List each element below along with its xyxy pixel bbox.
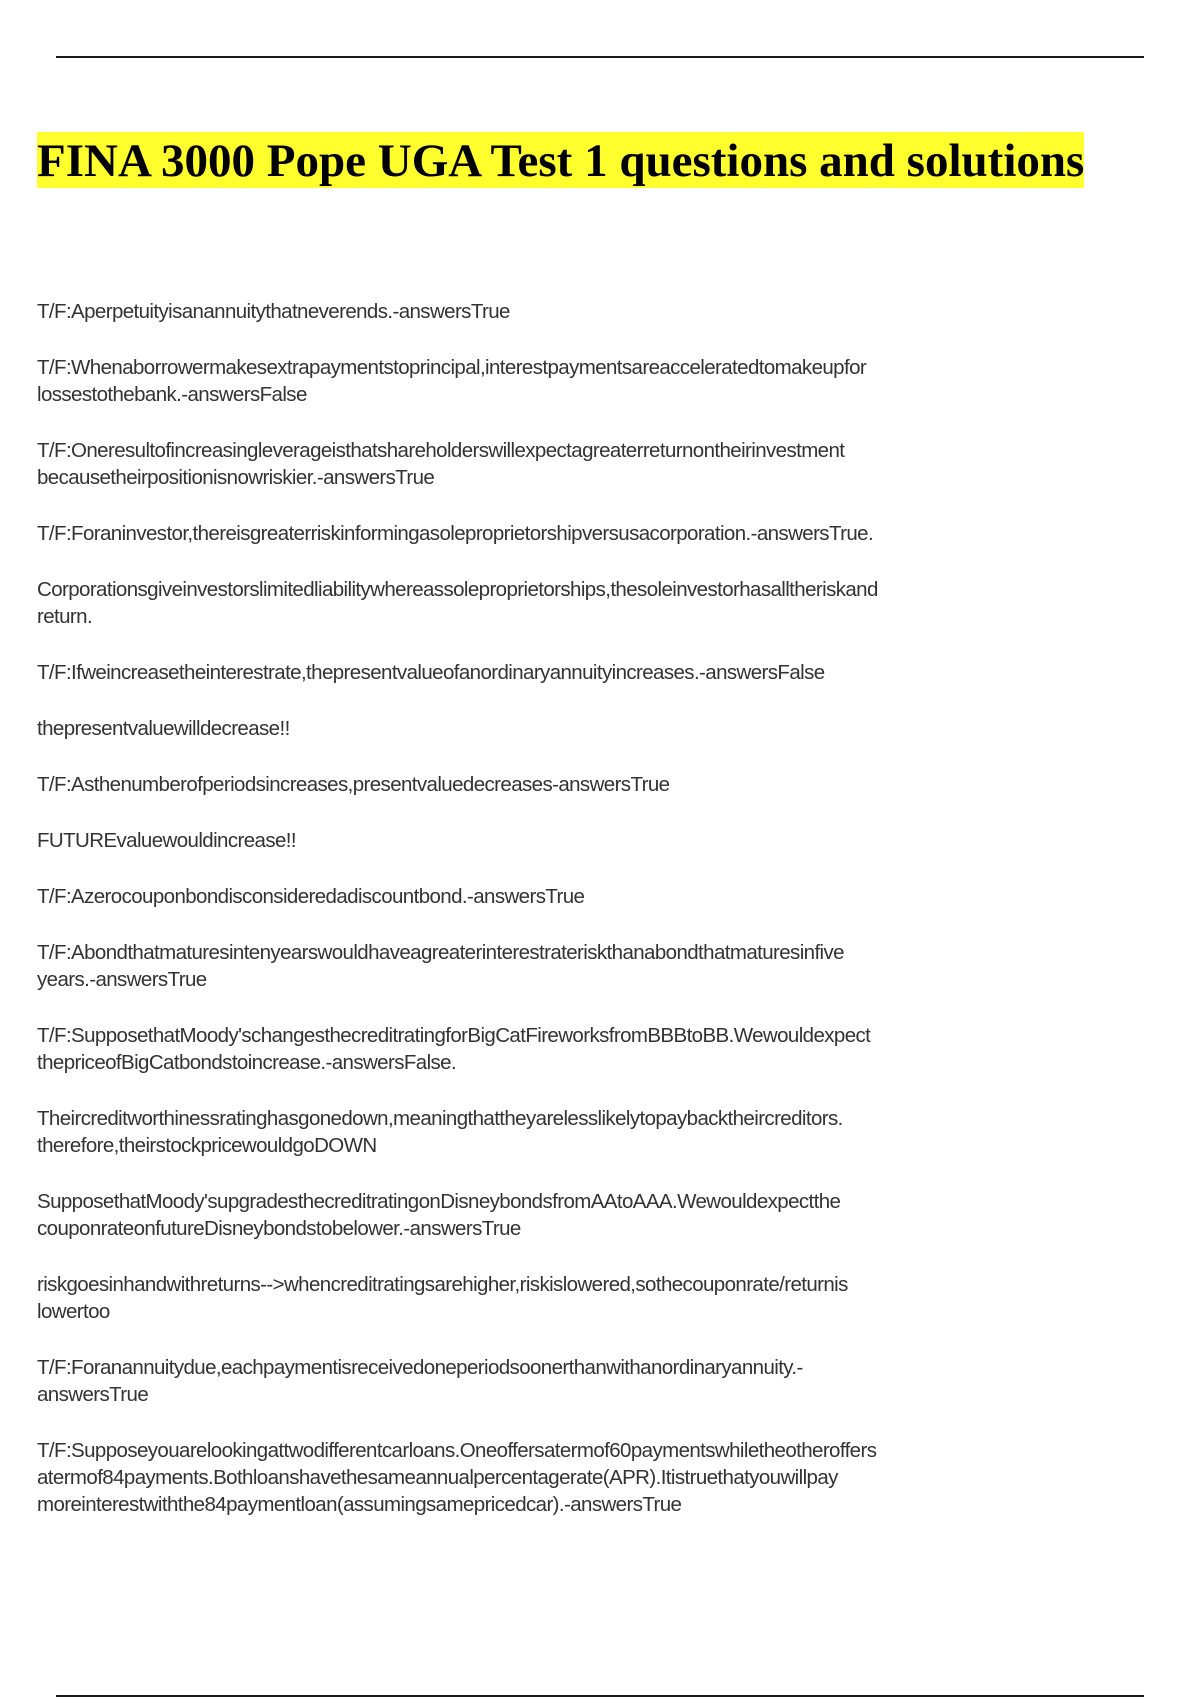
qa-paragraph bbox=[37, 1188, 1137, 1242]
qa-paragraph bbox=[37, 520, 1137, 547]
qa-paragraph bbox=[37, 354, 1137, 408]
qa-paragraph bbox=[37, 659, 1137, 686]
paragraph-line: lowertoo bbox=[37, 1300, 110, 1323]
qa-paragraph bbox=[37, 1105, 1137, 1159]
qa-paragraph bbox=[37, 771, 1137, 798]
qa-paragraph bbox=[37, 1271, 1137, 1325]
paragraph-line: T/F:Supposeyouarelookingattwodifferentcarloans.Oneoffersatermof60paymentswhiletheotheroffers bbox=[37, 1439, 877, 1462]
paragraph-line: SupposethatMoody'supgradesthecreditratingonDisneybondsfromAAtoAAA.Wewouldexpectthe bbox=[37, 1190, 841, 1213]
document-body bbox=[37, 298, 1137, 1547]
paragraph-line: Corporationsgiveinvestorslimitedliabilitywhereassoleproprietorships,thesoleinvestorhasalltheriskand bbox=[37, 578, 878, 601]
document-title: FINA 3000 Pope UGA Test 1 questions and solutions bbox=[37, 132, 1084, 188]
paragraph-line: years.-answersTrue bbox=[37, 968, 207, 991]
qa-paragraph bbox=[37, 1022, 1137, 1076]
paragraph-line: atermof84payments.Bothloanshavethesameannualpercentagerate(APR).Itistruethatyouwillpay bbox=[37, 1466, 838, 1489]
top-rule bbox=[56, 56, 1144, 58]
paragraph-line: riskgoesinhandwithreturns-->whencreditratingsarehigher,riskislowered,sothecouponrate/returnis bbox=[37, 1273, 848, 1296]
paragraph-line: T/F:SupposethatMoody'schangesthecreditratingforBigCatFireworksfromBBBtoBB.Wewouldexpect bbox=[37, 1024, 871, 1047]
paragraph-line: T/F:Azerocouponbondisconsideredadiscountbond.-answersTrue bbox=[37, 885, 585, 908]
paragraph-line: T/F:Foranannuitydue,eachpaymentisreceivedoneperiodsoonerthanwithanordinaryannuity.- bbox=[37, 1356, 803, 1379]
paragraph-line: T/F:Foraninvestor,thereisgreaterriskinformingasoleproprietorshipversusacorporation.-answersTrue. bbox=[37, 522, 874, 545]
qa-paragraph bbox=[37, 437, 1137, 491]
paragraph-line: T/F:Asthenumberofperiodsincreases,presentvaluedecreases-answersTrue bbox=[37, 773, 670, 796]
paragraph-line: T/F:Oneresultofincreasingleverageisthatshareholderswillexpectagreaterreturnontheirinvestment bbox=[37, 439, 845, 462]
paragraph-line: moreinterestwiththe84paymentloan(assumingsamepricedcar).-answersTrue bbox=[37, 1493, 682, 1516]
qa-paragraph bbox=[37, 298, 1137, 325]
qa-paragraph bbox=[37, 1354, 1137, 1408]
paragraph-line: couponrateonfutureDisneybondstobelower.-answersTrue bbox=[37, 1217, 521, 1240]
paragraph-line: T/F:Ifweincreasetheinterestrate,thepresentvalueofanordinaryannuityincreases.-answersFalse bbox=[37, 661, 825, 684]
paragraph-line: answersTrue bbox=[37, 1383, 149, 1406]
paragraph-line: Theircreditworthinessratinghasgonedown,meaningthattheyarelesslikelytopaybacktheircreditors. bbox=[37, 1107, 843, 1130]
paragraph-line: therefore,theirstockpricewouldgoDOWN bbox=[37, 1134, 377, 1157]
paragraph-line: FUTUREvaluewouldincrease!! bbox=[37, 829, 296, 852]
qa-paragraph bbox=[37, 883, 1137, 910]
qa-paragraph bbox=[37, 715, 1137, 742]
paragraph-line: T/F:Whenaborrowermakesextrapaymentstoprincipal,interestpaymentsareacceleratedtomakeupfor bbox=[37, 356, 867, 379]
paragraph-line: thepriceofBigCatbondstoincrease.-answersFalse. bbox=[37, 1051, 457, 1074]
qa-paragraph bbox=[37, 1437, 1137, 1518]
qa-paragraph bbox=[37, 827, 1137, 854]
paragraph-line: becausetheirpositionisnowriskier.-answersTrue bbox=[37, 466, 435, 489]
paragraph-line: lossestothebank.-answersFalse bbox=[37, 383, 307, 406]
paragraph-line: T/F:Abondthatmaturesintenyearswouldhaveagreaterinterestrateriskthanabondthatmaturesinfive bbox=[37, 941, 844, 964]
paragraph-line: T/F:Aperpetuityisanannuitythatneverends.-answersTrue bbox=[37, 300, 510, 323]
qa-paragraph bbox=[37, 576, 1137, 630]
paragraph-line: thepresentvaluewilldecrease!! bbox=[37, 717, 290, 740]
paragraph-line: return. bbox=[37, 605, 93, 628]
qa-paragraph bbox=[37, 939, 1137, 993]
bottom-rule bbox=[56, 1695, 1144, 1697]
